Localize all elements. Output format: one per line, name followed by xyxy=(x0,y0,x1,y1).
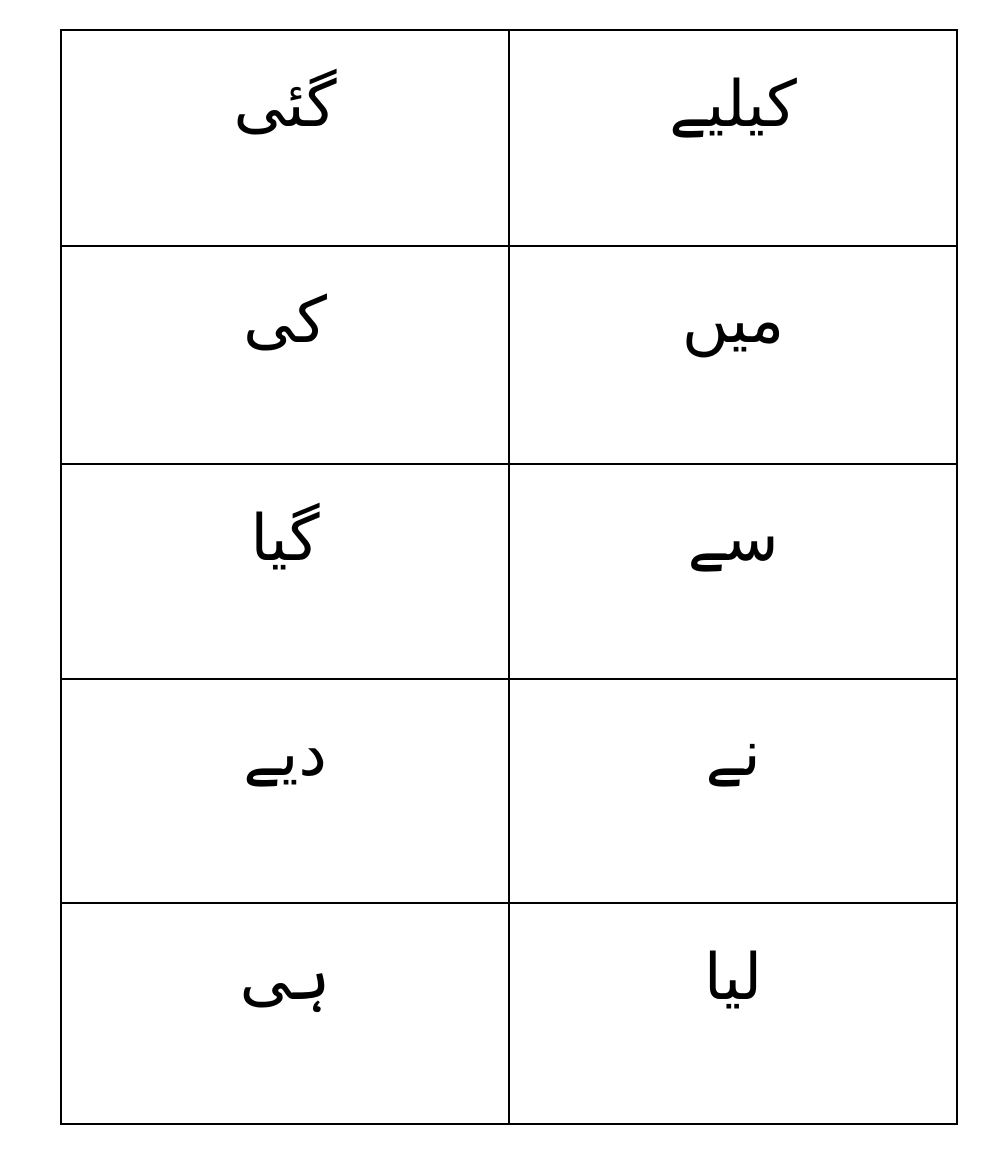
table-cell xyxy=(509,679,957,903)
table-row xyxy=(61,464,957,679)
urdu-word: کیلیے xyxy=(669,68,797,142)
table-row xyxy=(61,246,957,464)
urdu-word: دیے xyxy=(243,717,327,791)
urdu-word: لیا xyxy=(703,941,763,1015)
urdu-word: میں xyxy=(681,284,785,358)
urdu-word: کی xyxy=(243,284,327,358)
urdu-word: گئی xyxy=(233,68,337,142)
table-cell xyxy=(509,464,957,679)
urdu-word-table xyxy=(60,29,958,1125)
table-cell xyxy=(61,30,509,246)
table-row xyxy=(61,679,957,903)
urdu-word: گیا xyxy=(250,502,320,576)
table-cell xyxy=(509,903,957,1124)
table-cell xyxy=(61,246,509,464)
urdu-word: نے xyxy=(705,717,761,791)
table-cell xyxy=(61,903,509,1124)
urdu-word: ہی xyxy=(239,941,331,1015)
table-cell xyxy=(61,464,509,679)
table-cell xyxy=(61,679,509,903)
table-cell xyxy=(509,30,957,246)
table-row xyxy=(61,30,957,246)
table-row xyxy=(61,903,957,1124)
table-cell xyxy=(509,246,957,464)
urdu-word: سے xyxy=(687,502,779,576)
